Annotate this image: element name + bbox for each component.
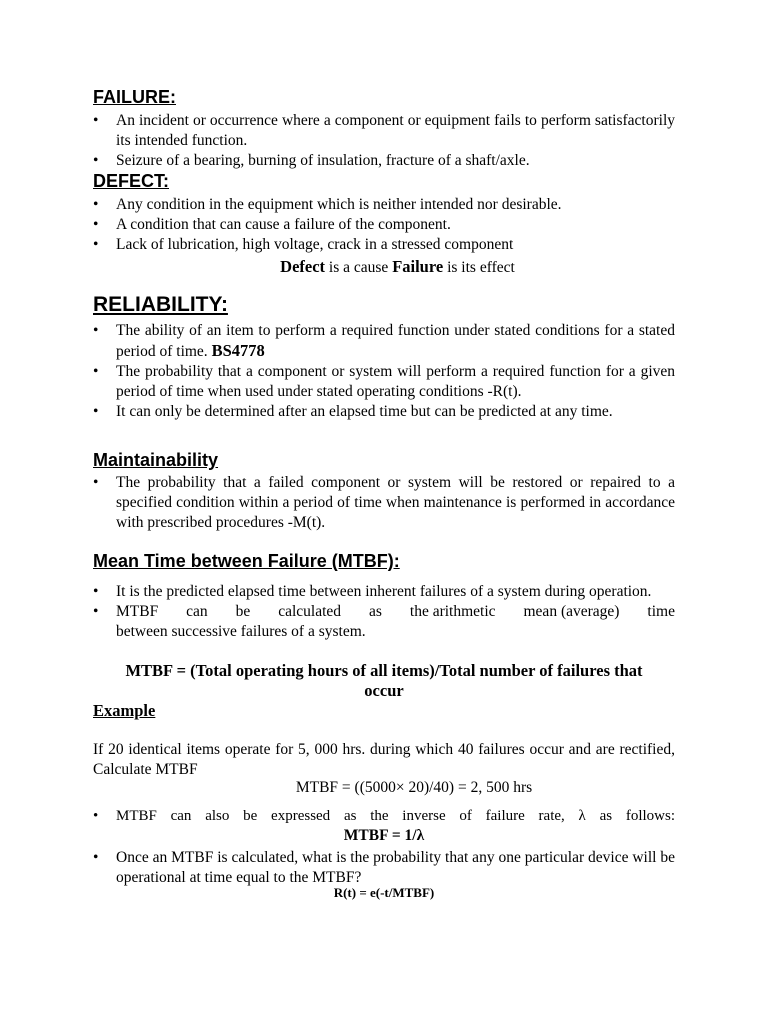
word: can xyxy=(186,603,208,620)
failure-word: Failure xyxy=(392,257,444,276)
defect-bullet-3: • Lack of lubrication, high voltage, crack in a stressed component xyxy=(93,235,675,255)
example-text: If 20 identical items operate for 5, 000 hrs. during which 40 failures occur and are rectified, Calculate MTBF xyxy=(93,741,675,778)
word: be xyxy=(235,603,251,620)
mtbf-bullet-1: • It is the predicted elapsed time between inherent failures of a system during operation. xyxy=(93,582,675,602)
mtbf-heading: Mean Time between Failure (MTBF): xyxy=(93,551,400,571)
reliability-list xyxy=(93,321,675,422)
defect-heading: DEFECT: xyxy=(93,171,169,191)
standard-reference: BS4778 xyxy=(211,341,265,360)
failure-bullet-2: • Seizure of a bearing, burning of insulation, fracture of a shaft/axle. xyxy=(93,151,675,171)
mtbf-calc-line xyxy=(116,602,675,622)
mtbf-bullet-2 xyxy=(93,602,675,642)
probability-bullet: • Once an MTBF is calculated, what is the probability that any one particular device will be operational at time equal to the MTBF? xyxy=(93,848,675,888)
word: the arithmetic xyxy=(409,603,496,620)
mtbf-inverse-formula: MTBF = 1/λ xyxy=(343,827,425,844)
defect-word: Defect xyxy=(280,257,326,276)
failure-bullet-1: • An incident or occurrence where a component or equipment fails to perform satisfactorily its intended function. xyxy=(93,111,675,151)
failure-list xyxy=(93,111,675,171)
example-calculation: MTBF = ((5000× 20)/40) = 2, 500 hrs xyxy=(295,779,533,796)
probability-list xyxy=(93,848,675,888)
defect-bullet-2: • A condition that can cause a failure of the component. xyxy=(93,215,675,235)
maintainability-heading: Maintainability xyxy=(93,450,219,470)
mtbf-formula xyxy=(93,661,675,701)
mtbf-calc-line-2: between successive failures of a system. xyxy=(116,623,366,640)
reliability-bullet-2: • The probability that a component or system will perform a required function for a given period of time when used under stated operating conditions -R(t). xyxy=(93,362,675,402)
reliability-bullet-3: • It can only be determined after an elapsed time but can be predicted at any time. xyxy=(93,402,675,422)
reliability-bullet-1 xyxy=(93,321,675,362)
maintainability-list xyxy=(93,473,675,533)
maintainability-bullet: • The probability that a failed component or system will be restored or repaired to a specified condition within a period of time when maintenance is performed in accordance with prescribed procedures -M(t). xyxy=(93,473,675,533)
mtbf-inverse-bullet: • MTBF can also be expressed as the inverse of failure rate, λ as follows: xyxy=(93,806,675,826)
defect-list xyxy=(93,195,675,255)
mtbf-formula-line-2: occur xyxy=(364,681,404,700)
reliability-formula: R(t) = e(-t/MTBF) xyxy=(333,885,435,900)
word: mean (average) xyxy=(523,603,620,620)
failure-heading: FAILURE: xyxy=(93,87,176,107)
defect-failure-statement xyxy=(93,257,675,278)
mtbf-formula-line-1: MTBF = (Total operating hours of all items)/Total number of failures that xyxy=(125,661,643,680)
reliability-definition: The ability of an item to perform a required function under stated conditions for a stated period of time. xyxy=(116,322,675,360)
mtbf-list xyxy=(93,582,675,642)
defect-bullet-1: • Any condition in the equipment which is neither intended nor desirable. xyxy=(93,195,675,215)
word: as xyxy=(369,603,382,620)
effect-text: is its effect xyxy=(447,259,515,276)
word: calculated xyxy=(278,603,342,620)
example-heading: Example xyxy=(93,701,156,720)
word: time xyxy=(647,603,675,620)
mtbf-inverse-list xyxy=(93,806,675,826)
cause-text: is a cause xyxy=(328,259,389,276)
reliability-heading: RELIABILITY: xyxy=(93,293,228,316)
word: • MTBF xyxy=(116,603,159,620)
